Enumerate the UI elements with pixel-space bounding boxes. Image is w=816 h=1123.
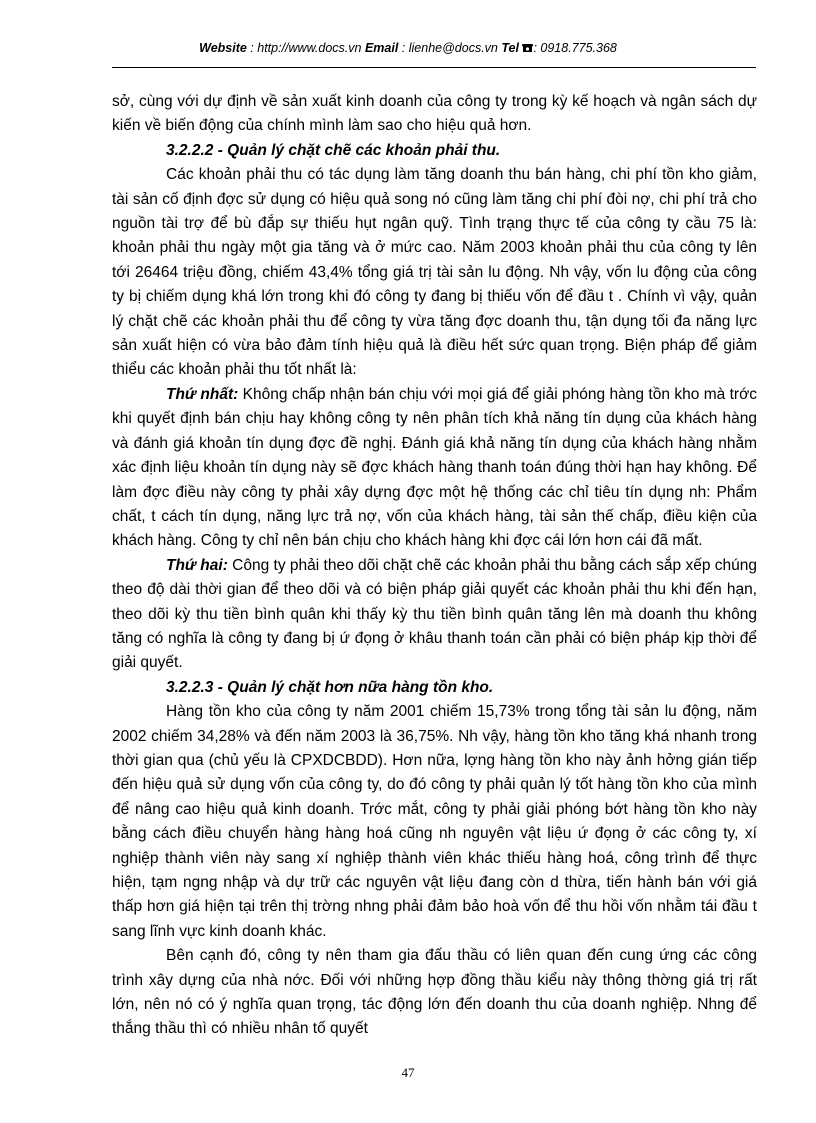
tel-number: 0918.775.368 — [540, 41, 617, 55]
website-link[interactable]: http://www.docs.vn — [257, 41, 362, 55]
first-measure-lead: Thứ nhất: — [166, 385, 239, 403]
page-number: 47 — [401, 1065, 415, 1080]
paragraph-receivables: Các khoản phải thu có tác dụng làm tăng doanh thu bán hàng, chi phí tồn kho giảm, tài sản cố định đợc sử dụng có hiệu quả song nó cũng làm tăng chi phí đòi nợ, chi phí trả cho nguồn tài trợ để bù đắp sự thiếu hụt ngân quỹ. Tình trạng thực tế của công ty cầu 75 là: khoản phải thu ngày một gia tăng và ở mức cao. Năm 2003 khoản phải thu của công ty lên tới 26464 triệu đồng, chiếm 43,4% tổng giá trị tài sản lu động. Nh vậy, vốn lu động của công ty bị chiếm dụng khá lớn trong khi đó công ty đang bị thiếu vốn để đầu t . Chính vì vậy, quản lý chặt chẽ các khoản phải thu để công ty vừa tăng đợc doanh thu, tận dụng tối đa năng lực sản xuất hiện có vừa bảo đảm tính hiệu quả là điều hết sức quan trọng. Biện pháp để giảm thiểu các khoản phải thu tốt nhất là: — [112, 166, 757, 379]
phone-icon — [522, 43, 533, 53]
document-body — [112, 90, 757, 1042]
second-measure-lead: Thứ hai: — [166, 556, 228, 574]
section-heading-3223: 3.2.2.3 - Quản lý chặt hơn nữa hàng tồn kho. — [166, 678, 494, 696]
paragraph-second-measure — [112, 554, 757, 676]
paragraph-inventory: Hàng tồn kho của công ty năm 2001 chiếm 15,73% trong tổng tài sản lu động, năm 2002 chiếm 34,28% và đến năm 2003 là 36,75%. Nh vậy, hàng tồn kho tăng khá nhanh trong thời gian qua (chủ yếu là CPXDCBDD). Hơn nữa, lợng hàng tồn kho này ảnh hởng gián tiếp đến hiệu quả sử dụng vốn của công ty, do đó công ty phải quản lý tốt hàng tồn kho của mình để nâng cao hiệu quả kinh doanh. Trớc mắt, công ty phải giải phóng bớt hàng tồn kho này bằng cách điều chuyển hàng hàng hoá cũng nh nguyên vật liệu ứ đọng ở các công ty, xí nghiệp thành viên này sang xí nghiệp thành viên khác thiếu hàng hoá, công trình để thực hiện, tạm ngng nhập và dự trữ các nguyên vật liệu đang còn d thừa, tiến hành bán với giá thấp hơn giá hiện tại trên thị trờng nhng phải đảm bảo hoà vốn để thu hồi vốn nhằm tái đầu t sang lĩnh vực kinh doanh khác. — [112, 703, 757, 940]
section-heading-3222: 3.2.2.2 - Quản lý chặt chẽ các khoản phải thu. — [166, 141, 501, 159]
tel-label: Tel — [501, 41, 519, 55]
email-link[interactable]: lienhe@docs.vn — [408, 41, 498, 55]
website-label: Website — [199, 41, 247, 55]
page-header: Website : http://www.docs.vn Email : lienhe@docs.vn Tel : 0918.775.368 — [199, 41, 617, 55]
paragraph-intro: sở, cùng với dự định về sản xuất kinh doanh của công ty trong kỳ kế hoạch và ngân sách dự kiến về biến động của chính mình làm sao cho hiệu quả hơn. — [112, 93, 757, 135]
paragraph-bidding: Bên cạnh đó, công ty nên tham gia đấu thầu có liên quan đến cung ứng các công trình xây dựng của nhà nớc. Đối với những hợp đồng thầu kiểu này thông thờng giá trị rất lớn, nên nó có ý nghĩa quan trọng, tác động lớn đến doanh thu của doanh nghiệp. Nhng để thắng thầu thì có nhiều nhân tố quyết — [112, 947, 757, 1038]
first-measure-text: Không chấp nhận bán chịu với mọi giá để giải phóng hàng tồn kho mà trớc khi quyết định bán chịu hay không công ty nên phân tích khả năng tín dụng của khách hàng và đánh giá khoản tín dụng đợc đề nghị. Đánh giá khả năng tín dụng của khách hàng nhằm xác định liệu khoản tín dụng này sẽ đợc khách hàng thanh toán đúng thời hạn hay không. Để làm đợc điều này công ty phải xây dựng đợc một hệ thống các chỉ tiêu tín dụng nh: Phẩm chất, t cách tín dụng, năng lực trả nợ, vốn của khách hàng, tài sản thế chấp, điều kiện của khách hàng. Công ty chỉ nên bán chịu cho khách hàng khi đợc cái lớn hơn cái đã mất. — [112, 385, 757, 550]
paragraph-first-measure — [112, 383, 757, 554]
email-label: Email — [364, 41, 399, 55]
second-measure-text: Công ty phải theo dõi chặt chẽ các khoản phải thu bằng cách sắp xếp chúng theo độ dài thời gian để theo dõi và có biện pháp giải quyết các khoản phải thu khi đến hạn, theo dõi kỳ thu tiền bình quân khi thấy kỳ thu tiền bình quân tăng lên mà doanh thu không tăng có nghĩa là công ty đang bị ứ đọng ở khâu thanh toán cần phải có biện pháp kịp thời để giải quyết. — [112, 556, 757, 672]
header-divider — [112, 67, 756, 68]
